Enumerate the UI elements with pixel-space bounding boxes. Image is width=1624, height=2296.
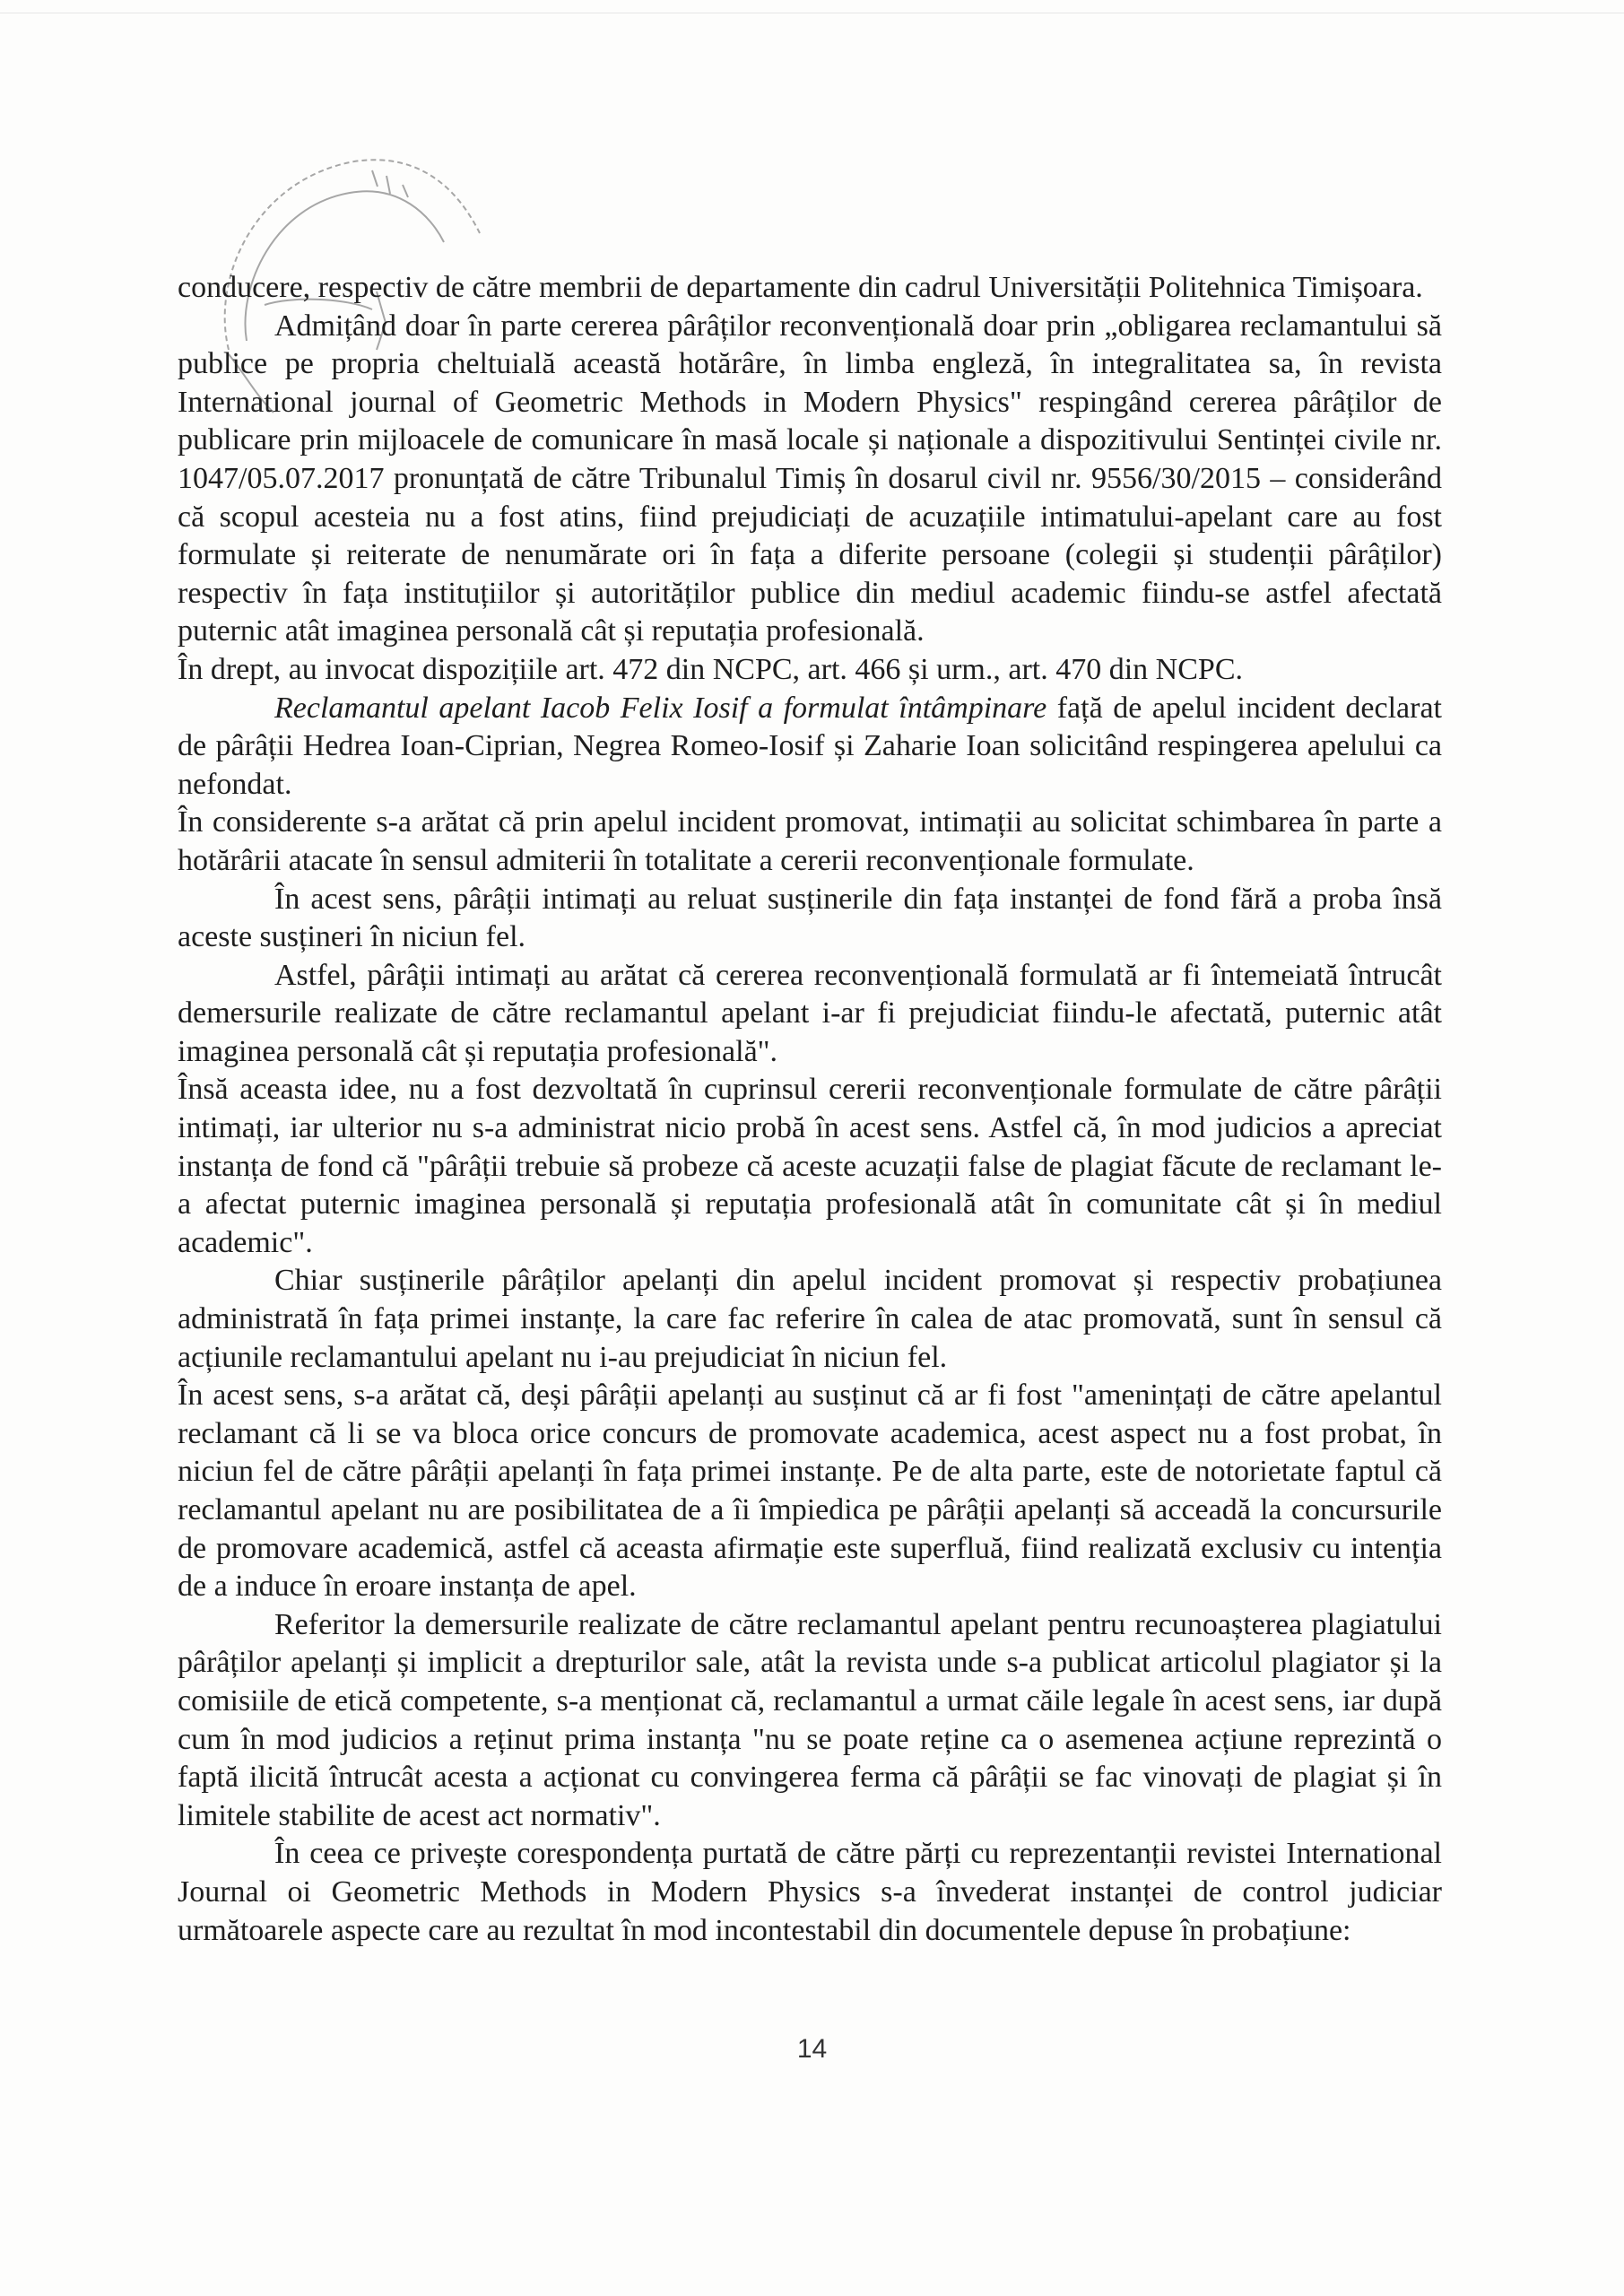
paragraph [178, 1377, 1442, 1606]
paragraph [178, 1606, 1442, 1836]
document-body [178, 269, 1442, 1950]
paragraph [178, 1071, 1442, 1262]
paragraph-text: Chiar susținerile pârâților apelanți din apelul incident promovat și respectiv probațiunea administrată în fața primei instanțe, la care fac referire în calea de atac promovată, sunt în sensul că acțiunile reclamantului apelant nu i-au prejudiciat în niciun fel. [178, 1264, 1442, 1374]
paragraph [178, 957, 1442, 1072]
paragraph-text: conducere, respectiv de către membrii de departamente din cadrul Universității Politehnica Timișoara. [178, 271, 1423, 304]
paragraph-text: față de apelul incident declarat de pârâții Hedrea Ioan-Ciprian, Negrea Romeo-Iosif și Zaharie Ioan solicitând respingerea apelului ca nefondat. [178, 691, 1443, 801]
paragraph [178, 1835, 1442, 1950]
italic-phrase: Reclamantul apelant Iacob Felix Iosif a formulat întâmpinare [274, 691, 1047, 725]
paragraph-text: Referitor la demersurile realizate de către reclamantul apelant pentru recunoașterea plagiatului pârâților apelanți și implicit a drepturilor sale, atât la revista unde s-a publicat articolul plagiator și la comisiile de etică competente, s-a menționat că, reclamantul a urmat căile legale în acest sens, iar după cum în mod judicios a reținut prima instanța "nu se poate reține ca o asemenea acțiune reprezintă o faptă ilicită întrucât acesta a acționat cu convingerea ferma că pârâții se fac vinovați de plagiat și în limitele stabilite de acest act normativ". [178, 1607, 1442, 1832]
paragraph-text: Astfel, pârâții intimați au arătat că cererea reconvențională formulată ar fi întemeiată întrucât demersurile realizate de către reclamantul apelant i-ar fi prejudiciat fiindu-le afectată, puternic atât imaginea personală cât și reputația profesională". [178, 958, 1442, 1068]
paragraph [178, 308, 1442, 651]
paragraph-text: În acest sens, pârâții intimați au reluat susținerile din fața instanței de fond fără a proba însă aceste susțineri în niciun fel. [178, 882, 1442, 954]
paragraph-text: În ceea ce privește corespondența purtată de către părți cu reprezentanții revistei International Journal oi Geometric Methods in Modern Physics s-a învederat instanței de control judiciar următoarele aspecte care au rezultat în mod incontestabil din documentele depuse în probațiune: [178, 1837, 1442, 1947]
paragraph [178, 1262, 1442, 1377]
paragraph-text: În acest sens, s-a arătat că, deși pârâții apelanți au susținut că ar fi fost "amenințați de către apelantul reclamant că li se va bloca orice concurs de promovate academica, acest aspect nu a fost probat, în niciun fel de către pârâții apelanți în fața primei instanțe. Pe de alta parte, este de notorietate faptul că reclamantul apelant nu are posibilitatea de a îi împiedica pe pârâții apelanți să acceadă la concursurile de promovare academică, astfel că aceasta afirmație este superfluă, fiind realizată exclusiv cu intenția de a induce în eroare instanța de apel. [178, 1378, 1442, 1604]
paragraph-text: În drept, au invocat dispozițiile art. 472 din NCPC, art. 466 și urm., art. 470 din NCPC. [178, 652, 1243, 686]
paragraph [178, 881, 1442, 957]
paragraph-text: Admițând doar în parte cererea pârâților reconvențională doar prin „obligarea reclamantului să publice pe propria cheltuială această hotărâre, în limba engleză, în integralitatea sa, în revista International journal of Geometric Methods in Modern Physics" respingând cererea pârâților de publicare prin mijloacele de comunicare în masă locale și naționale a dispozitivului Sentinței civile nr. 1047/05.07.2017 pronunțată de către Tribunalul Timiș în dosarul civil nr. 9556/30/2015 – considerând că scopul acesteia nu a fost atins, fiind prejudiciați de acuzațiile intimatului-apelant care au fost formulate și reiterate de nenumărate ori în fața a diferite persoane (colegii și studenții pârâților) respectiv în fața instituțiilor și autorităților publice din mediul academic fiindu-se astfel afectată puternic atât imaginea personală cât și reputația profesională. [178, 309, 1442, 648]
paragraph-text: În considerente s-a arătat că prin apelul incident promovat, intimații au solicitat schimbarea în parte a hotărârii atacate în sensul admiterii în totalitate a cererii reconvenționale formulate. [178, 805, 1442, 877]
paragraph [178, 651, 1442, 690]
page-number: 14 [796, 2034, 828, 2064]
paragraph [178, 690, 1442, 804]
paragraph-text: Însă aceasta idee, nu a fost dezvoltată în cuprinsul cererii reconvenționale formulate de către pârâții intimați, iar ulterior nu s-a administrat nicio probă în acest sens. Astfel că, în mod judicios a apreciat instanța de fond că "pârâții trebuie să probeze că aceste acuzații false de plagiat făcute de reclamant le-a afectat puternic imaginea personală și reputația profesională atât în comunitate cât și în mediul academic". [178, 1073, 1442, 1259]
paragraph [178, 804, 1442, 880]
paragraph [178, 269, 1442, 308]
